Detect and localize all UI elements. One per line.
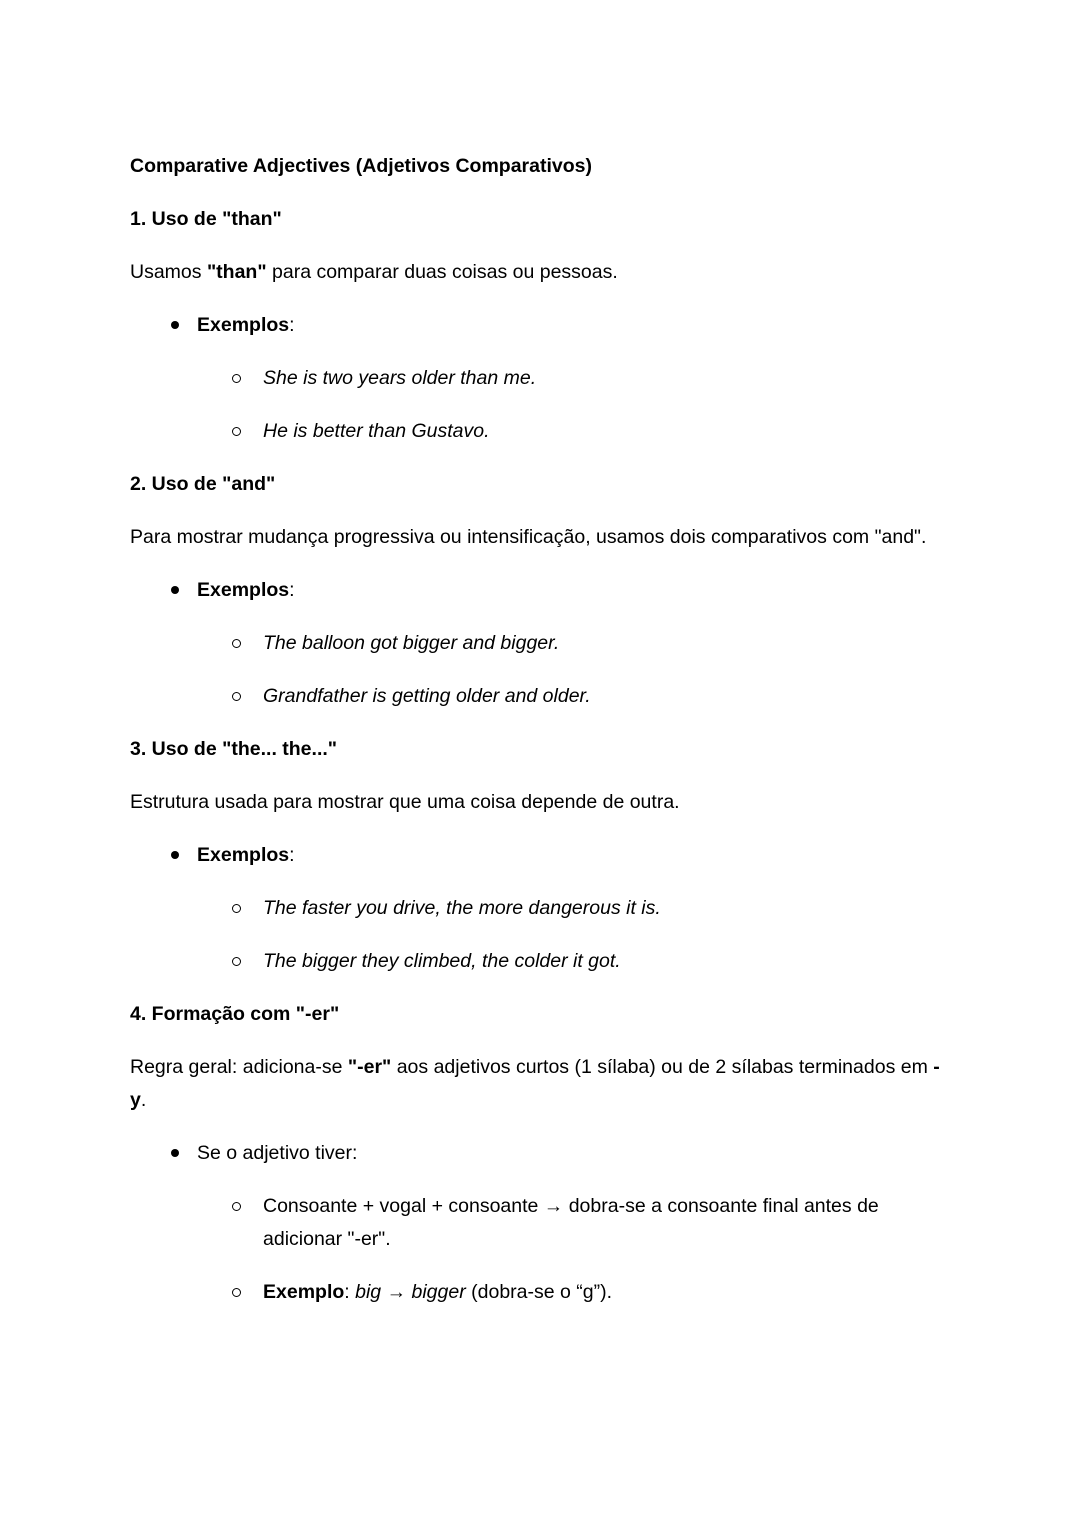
- text-run: Regra geral: adiciona-se: [130, 1056, 348, 1078]
- text-run: Grandfather is getting older and older.: [263, 685, 591, 707]
- bullet-disc-icon: [171, 586, 179, 594]
- text-run: :: [344, 1281, 356, 1303]
- list-item-level1: [130, 574, 954, 607]
- bullet-circle-icon: [232, 427, 241, 436]
- text-run: The balloon got bigger and bigger.: [263, 632, 560, 654]
- bullet-circle-icon: [232, 904, 241, 913]
- paragraph: [130, 256, 954, 289]
- text-run: -y: [130, 1056, 940, 1111]
- text-run: →: [381, 1281, 412, 1303]
- text-run: Consoante + vogal + consoante → dobra-se a consoante final antes de adicionar "-er".: [263, 1195, 879, 1250]
- document-content: [130, 0, 954, 1309]
- list-item-level1: [130, 309, 954, 342]
- text-run: "than": [206, 261, 267, 283]
- list-item-level2: [130, 892, 954, 925]
- list-item-level2: [130, 415, 954, 448]
- bullet-disc-icon: [171, 851, 179, 859]
- text-run: bigger: [411, 1281, 466, 1303]
- text-run: Estrutura usada para mostrar que uma coisa depende de outra.: [130, 791, 680, 813]
- text-run: Usamos: [130, 261, 207, 283]
- text-run: He is better than Gustavo.: [263, 420, 490, 442]
- text-run: Exemplo: [263, 1281, 345, 1303]
- text-run: :: [289, 844, 295, 866]
- text-run: :: [289, 579, 295, 601]
- text-run: She is two years older than me.: [263, 367, 537, 389]
- list-item-level2: [130, 627, 954, 660]
- list-item-level2: [130, 1190, 954, 1256]
- bullet-circle-icon: [232, 639, 241, 648]
- text-run: 1. Uso de "than": [130, 208, 282, 230]
- bullet-circle-icon: [232, 1288, 241, 1297]
- text-run: (dobra-se o “g”).: [465, 1281, 613, 1303]
- text-run: Exemplos: [197, 844, 290, 866]
- text-run: The faster you drive, the more dangerous it is.: [263, 897, 661, 919]
- bullet-circle-icon: [232, 1202, 241, 1211]
- list-item-level1: [130, 839, 954, 872]
- paragraph: [130, 786, 954, 819]
- bullet-circle-icon: [232, 692, 241, 701]
- bullet-disc-icon: [171, 321, 179, 329]
- list-item-level1: [130, 1137, 954, 1170]
- paragraph: [130, 1051, 954, 1117]
- bullet-circle-icon: [232, 957, 241, 966]
- bullet-circle-icon: [232, 374, 241, 383]
- text-run: "-er": [347, 1056, 392, 1078]
- text-run: 3. Uso de "the... the...": [130, 738, 338, 760]
- text-run: Se o adjetivo tiver:: [197, 1142, 358, 1164]
- bullet-disc-icon: [171, 1149, 179, 1157]
- text-run: Comparative Adjectives (Adjetivos Comparativos): [130, 155, 592, 177]
- section-heading-3: [130, 733, 954, 766]
- doc-title: [130, 150, 954, 183]
- text-run: 2. Uso de "and": [130, 473, 276, 495]
- list-item-level2: [130, 680, 954, 713]
- text-run: .: [140, 1089, 147, 1111]
- paragraph: [130, 521, 954, 554]
- text-run: :: [289, 314, 295, 336]
- list-item-level2: [130, 945, 954, 978]
- text-run: The bigger they climbed, the colder it got.: [263, 950, 621, 972]
- text-run: para comparar duas coisas ou pessoas.: [266, 261, 618, 283]
- list-item-level2: [130, 362, 954, 395]
- section-heading-1: [130, 203, 954, 236]
- text-run: Exemplos: [197, 314, 290, 336]
- list-item-level2: [130, 1276, 954, 1309]
- text-run: 4. Formação com "-er": [130, 1003, 340, 1025]
- text-run: Para mostrar mudança progressiva ou intensificação, usamos dois comparativos com "and".: [130, 526, 927, 548]
- text-run: aos adjetivos curtos (1 sílaba) ou de 2 sílabas terminados em: [391, 1056, 934, 1078]
- section-heading-2: [130, 468, 954, 501]
- text-run: big: [355, 1281, 382, 1303]
- section-heading-4: [130, 998, 954, 1031]
- text-run: Exemplos: [197, 579, 290, 601]
